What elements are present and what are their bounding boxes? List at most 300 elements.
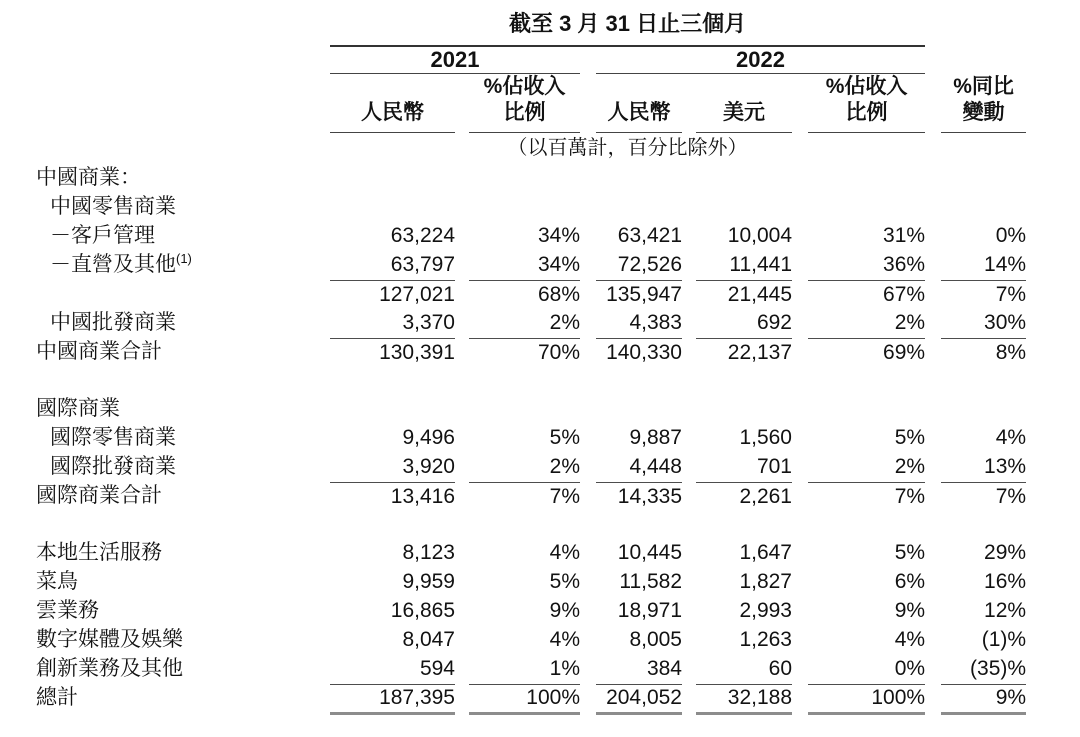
spacer (1026, 193, 1080, 222)
spacer (580, 626, 596, 655)
spacer (925, 309, 941, 338)
spacer (580, 338, 596, 367)
spacer (1026, 597, 1080, 626)
row-label (0, 684, 330, 713)
spacer (455, 251, 469, 280)
spacer (1026, 568, 1080, 597)
spacer (792, 511, 808, 539)
spacer (455, 73, 469, 132)
cell-usd-2022: 2,261 (739, 484, 792, 508)
cell-usd-2022 (696, 395, 792, 424)
cell-pct-2022: 100% (808, 684, 925, 713)
spacer (1026, 309, 1080, 338)
cell-rmb-2022: 4,448 (596, 453, 682, 482)
row-label (0, 164, 330, 193)
col-header-line2: 比例 (503, 100, 546, 124)
cell-rmb-2022: 18,971 (617, 599, 682, 623)
cell-yoy: 16% (984, 570, 1027, 594)
spacer (580, 309, 596, 338)
cell-rmb-2021: 8,123 (402, 541, 455, 565)
cell-rmb-2022: 4,383 (596, 309, 682, 338)
spacer (925, 0, 941, 46)
spacer (682, 655, 696, 684)
table-row (0, 395, 1080, 424)
spacer (455, 568, 469, 597)
cell-yoy (941, 395, 1026, 424)
cell-pct-2022: 7% (894, 484, 926, 508)
spacer (925, 539, 941, 568)
spacer (0, 73, 330, 132)
spacer (925, 222, 941, 251)
row-label-text: 中國商業合計 (36, 340, 162, 364)
cell-usd-2022: 11,441 (696, 251, 792, 280)
cell-yoy: 30% (941, 309, 1026, 338)
spacer (925, 655, 941, 684)
spacer (455, 395, 469, 424)
cell-yoy: 12% (984, 599, 1027, 623)
cell-pct-2021: 2% (469, 453, 580, 482)
cell-pct-2022 (808, 511, 925, 539)
cell-rmb-2022 (596, 367, 682, 395)
row-label-text: 國際批發商業 (50, 455, 176, 479)
cell-yoy (941, 511, 1026, 539)
spacer (455, 338, 469, 367)
cell-usd-2022: 1,827 (739, 570, 792, 594)
cell-usd-2022: 1,647 (739, 541, 792, 565)
spacer (792, 280, 808, 309)
spacer (1026, 482, 1080, 511)
spacer (682, 684, 696, 713)
cell-rmb-2021: 187,395 (330, 684, 455, 713)
cell-pct-2022: 5% (894, 426, 926, 450)
table-row (0, 73, 1080, 132)
cell-rmb-2021: 16,865 (390, 599, 455, 623)
cell-rmb-2021 (330, 164, 455, 193)
table-row (0, 309, 1080, 338)
cell-pct-2022: 67% (883, 282, 926, 306)
cell-rmb-2021 (330, 395, 455, 424)
spacer (580, 482, 596, 511)
spacer (455, 309, 469, 338)
spacer (792, 626, 808, 655)
spacer (580, 453, 596, 482)
spacer (792, 684, 808, 713)
row-label (0, 626, 330, 655)
row-label-text: 總計 (36, 686, 78, 710)
cell-yoy: 29% (984, 541, 1027, 565)
spacer (580, 164, 596, 193)
spacer (1026, 655, 1080, 684)
spacer (925, 626, 941, 655)
spacer (682, 193, 696, 222)
row-label (0, 367, 330, 395)
cell-pct-2022 (808, 164, 925, 193)
spacer (1026, 132, 1080, 164)
cell-yoy: 14% (941, 251, 1026, 280)
cell-rmb-2021: 3,370 (330, 309, 455, 338)
table-row (0, 132, 1080, 164)
spacer (580, 73, 596, 132)
cell-usd-2022 (696, 164, 792, 193)
spacer (792, 251, 808, 280)
col-header-line1: %佔收入 (825, 75, 908, 99)
col-header-pct-2022 (808, 73, 925, 132)
cell-yoy: 8% (995, 340, 1027, 364)
spacer (792, 395, 808, 424)
spacer (925, 568, 941, 597)
cell-yoy: (1)% (981, 628, 1027, 652)
cell-usd-2022 (696, 193, 792, 222)
cell-rmb-2021: 130,391 (379, 340, 455, 364)
cell-yoy: 9% (941, 684, 1026, 713)
cell-pct-2021 (469, 367, 580, 395)
cell-yoy: 4% (995, 426, 1027, 450)
spacer (1026, 251, 1080, 280)
cell-pct-2022: 2% (808, 453, 925, 482)
table-row (0, 626, 1080, 655)
spacer (792, 164, 808, 193)
spacer (580, 46, 596, 73)
spacer (925, 338, 941, 367)
row-label (0, 395, 330, 424)
cell-pct-2021: 100% (469, 684, 580, 713)
spacer (925, 73, 941, 132)
row-label-text: 雲業務 (36, 599, 99, 623)
spacer (941, 0, 1026, 46)
spacer (682, 424, 696, 453)
spacer (580, 193, 596, 222)
spacer (925, 453, 941, 482)
spacer (0, 46, 330, 73)
cell-rmb-2022: 8,005 (629, 628, 682, 652)
cell-pct-2021: 70% (537, 340, 580, 364)
spacer (1026, 539, 1080, 568)
col-header-line2: 美元 (723, 100, 765, 124)
spacer (0, 0, 330, 46)
table-row (0, 424, 1080, 453)
cell-yoy: 13% (941, 453, 1026, 482)
cell-rmb-2022: 204,052 (596, 684, 682, 713)
cell-usd-2022: 32,188 (696, 684, 792, 713)
cell-yoy: 7% (995, 484, 1027, 508)
spacer (1026, 164, 1080, 193)
footnote-marker: (1) (176, 251, 192, 267)
units-note: （以百萬計，百分比除外） (507, 136, 748, 159)
cell-usd-2022: 701 (696, 453, 792, 482)
table-row (0, 453, 1080, 482)
cell-rmb-2022: 14,335 (617, 484, 682, 508)
spacer (792, 309, 808, 338)
row-label-text: 國際零售商業 (50, 426, 176, 450)
row-label-text: 菜鳥 (36, 570, 78, 594)
spacer (925, 367, 941, 395)
spacer (682, 511, 696, 539)
cell-rmb-2022 (596, 164, 682, 193)
spacer (941, 46, 1026, 73)
spacer (455, 280, 469, 309)
spacer (1026, 424, 1080, 453)
cell-pct-2021: 1% (469, 655, 580, 684)
row-label (0, 280, 330, 309)
cell-rmb-2022: 11,582 (619, 570, 682, 594)
spacer (1026, 280, 1080, 309)
cell-rmb-2022: 384 (596, 655, 682, 684)
spacer (1026, 511, 1080, 539)
row-label-text: －直營及其他 (50, 253, 176, 277)
spacer (580, 280, 596, 309)
cell-usd-2022: 1,263 (739, 628, 792, 652)
cell-yoy (941, 193, 1026, 222)
cell-rmb-2022: 140,330 (606, 340, 682, 364)
spacer (580, 424, 596, 453)
cell-pct-2021 (469, 395, 580, 424)
year-group-2022: 2022 (596, 46, 925, 73)
row-label-text: －客戶管理 (50, 224, 155, 248)
table-row (0, 338, 1080, 367)
spacer (580, 251, 596, 280)
cell-usd-2022 (696, 511, 792, 539)
spacer (925, 482, 941, 511)
row-label-text: 中國零售商業 (50, 195, 176, 219)
row-label (0, 222, 330, 251)
table-row (0, 193, 1080, 222)
cell-rmb-2022: 72,526 (596, 251, 682, 280)
cell-rmb-2021: 127,021 (379, 282, 455, 306)
spacer (682, 568, 696, 597)
cell-rmb-2022: 10,445 (617, 541, 682, 565)
row-label (0, 511, 330, 539)
spacer (682, 539, 696, 568)
row-label-text: 數字媒體及娛樂 (36, 628, 183, 652)
cell-pct-2022 (808, 395, 925, 424)
cell-rmb-2022: 135,947 (606, 282, 682, 306)
cell-rmb-2022 (596, 395, 682, 424)
spacer (455, 424, 469, 453)
spacer (792, 222, 808, 251)
spacer (455, 482, 469, 511)
spacer (925, 684, 941, 713)
col-header-line2: 變動 (962, 100, 1005, 124)
row-label (0, 482, 330, 511)
spacer (455, 164, 469, 193)
cell-usd-2022: 1,560 (739, 426, 792, 450)
cell-pct-2021: 34% (537, 224, 580, 248)
spacer (792, 453, 808, 482)
row-label-text: 創新業務及其他 (36, 657, 183, 681)
spacer (925, 46, 941, 73)
spacer (455, 367, 469, 395)
table-row (0, 655, 1080, 684)
table-body (0, 164, 1080, 713)
cell-yoy: (35)% (941, 655, 1026, 684)
cell-rmb-2021: 9,959 (402, 570, 455, 594)
spacer (580, 597, 596, 626)
cell-yoy (941, 164, 1026, 193)
row-label-text: 中國批發商業 (50, 311, 176, 335)
table-row (0, 222, 1080, 251)
table-row (0, 597, 1080, 626)
spacer (1026, 338, 1080, 367)
cell-rmb-2022: 9,887 (629, 426, 682, 450)
spacer (682, 251, 696, 280)
spacer (682, 597, 696, 626)
col-header-line1: %同比 (953, 75, 1014, 99)
cell-pct-2021: 2% (469, 309, 580, 338)
col-header-pct-2021 (469, 73, 580, 132)
table-row (0, 482, 1080, 511)
cell-rmb-2021 (330, 511, 455, 539)
col-header-line2: 人民幣 (607, 100, 671, 124)
cell-usd-2022: 692 (696, 309, 792, 338)
table-row (0, 539, 1080, 568)
row-label (0, 568, 330, 597)
spacer (925, 251, 941, 280)
row-label (0, 309, 330, 338)
cell-pct-2021: 4% (549, 628, 580, 652)
cell-rmb-2021: 3,920 (330, 453, 455, 482)
cell-rmb-2022 (596, 511, 682, 539)
table-row (0, 0, 1080, 46)
spacer (792, 597, 808, 626)
row-label-text: 本地生活服務 (36, 541, 162, 565)
cell-pct-2022: 2% (808, 309, 925, 338)
col-header-rmb-2021 (330, 73, 455, 132)
cell-rmb-2021: 13,416 (390, 484, 455, 508)
cell-rmb-2022 (596, 193, 682, 222)
cell-rmb-2021: 9,496 (402, 426, 455, 450)
spacer (580, 684, 596, 713)
row-label (0, 597, 330, 626)
spacer (455, 655, 469, 684)
spacer (455, 453, 469, 482)
row-label (0, 453, 330, 482)
table-row (0, 684, 1080, 713)
spacer (580, 367, 596, 395)
cell-pct-2021 (469, 164, 580, 193)
table-row (0, 251, 1080, 280)
spacer (1026, 367, 1080, 395)
spacer (0, 132, 330, 164)
spacer (1026, 0, 1080, 46)
spacer (580, 222, 596, 251)
row-label (0, 424, 330, 453)
spacer (580, 511, 596, 539)
spacer (455, 511, 469, 539)
spacer (1026, 626, 1080, 655)
cell-rmb-2021: 8,047 (402, 628, 455, 652)
spacer (580, 568, 596, 597)
cell-pct-2022: 31% (883, 224, 926, 248)
cell-pct-2022 (808, 193, 925, 222)
col-header-rmb-2022 (596, 73, 682, 132)
cell-pct-2021: 5% (549, 426, 580, 450)
spacer (792, 568, 808, 597)
cell-pct-2022: 69% (883, 340, 926, 364)
cell-rmb-2021: 594 (330, 655, 455, 684)
col-header-usd-2022 (696, 73, 792, 132)
cell-yoy (941, 367, 1026, 395)
table-row (0, 164, 1080, 193)
cell-pct-2021 (469, 511, 580, 539)
cell-pct-2022: 6% (894, 570, 926, 594)
spacer (1026, 395, 1080, 424)
table-row (0, 568, 1080, 597)
spacer (682, 626, 696, 655)
col-header-line2: 比例 (845, 100, 888, 124)
cell-pct-2021: 5% (549, 570, 580, 594)
spacer (455, 193, 469, 222)
table-row (0, 46, 1080, 73)
cell-usd-2022: 2,993 (739, 599, 792, 623)
row-label (0, 539, 330, 568)
cell-rmb-2021 (330, 193, 455, 222)
spacer (925, 424, 941, 453)
spacer (925, 395, 941, 424)
row-label (0, 193, 330, 222)
row-label-text: 國際商業合計 (36, 484, 162, 508)
spacer (925, 193, 941, 222)
spacer (580, 395, 596, 424)
spacer (682, 164, 696, 193)
spacer (925, 132, 941, 164)
spacer (925, 280, 941, 309)
row-label (0, 655, 330, 684)
cell-rmb-2021 (330, 367, 455, 395)
cell-pct-2022: 36% (808, 251, 925, 280)
cell-pct-2022 (808, 367, 925, 395)
spacer (792, 539, 808, 568)
spacer (455, 222, 469, 251)
row-label-text: 中國商業： (36, 166, 141, 190)
spacer (1026, 46, 1080, 73)
spacer (455, 597, 469, 626)
spacer (792, 193, 808, 222)
table-row (0, 511, 1080, 539)
table-row (0, 280, 1080, 309)
spacer (682, 73, 696, 132)
spacer (792, 482, 808, 511)
cell-usd-2022: 10,004 (727, 224, 792, 248)
cell-pct-2022: 4% (894, 628, 926, 652)
spacer (1026, 453, 1080, 482)
cell-pct-2021 (469, 193, 580, 222)
cell-pct-2021: 4% (549, 541, 580, 565)
table-row (0, 367, 1080, 395)
spacer (455, 684, 469, 713)
spacer (925, 597, 941, 626)
cell-usd-2022: 60 (696, 655, 792, 684)
spacer (682, 367, 696, 395)
spacer (792, 73, 808, 132)
spacer (925, 511, 941, 539)
cell-yoy: 0% (995, 224, 1027, 248)
spacer (455, 539, 469, 568)
spacer (682, 453, 696, 482)
spacer (682, 395, 696, 424)
spacer (792, 367, 808, 395)
spacer (1026, 73, 1080, 132)
row-label (0, 338, 330, 367)
spacer (1026, 684, 1080, 713)
cell-rmb-2022: 63,421 (617, 224, 682, 248)
spacer (792, 338, 808, 367)
col-header-line1: %佔收入 (483, 75, 566, 99)
cell-usd-2022: 22,137 (727, 340, 792, 364)
spacer (1026, 222, 1080, 251)
cell-pct-2022: 0% (808, 655, 925, 684)
spacer (580, 539, 596, 568)
cell-usd-2022: 21,445 (727, 282, 792, 306)
